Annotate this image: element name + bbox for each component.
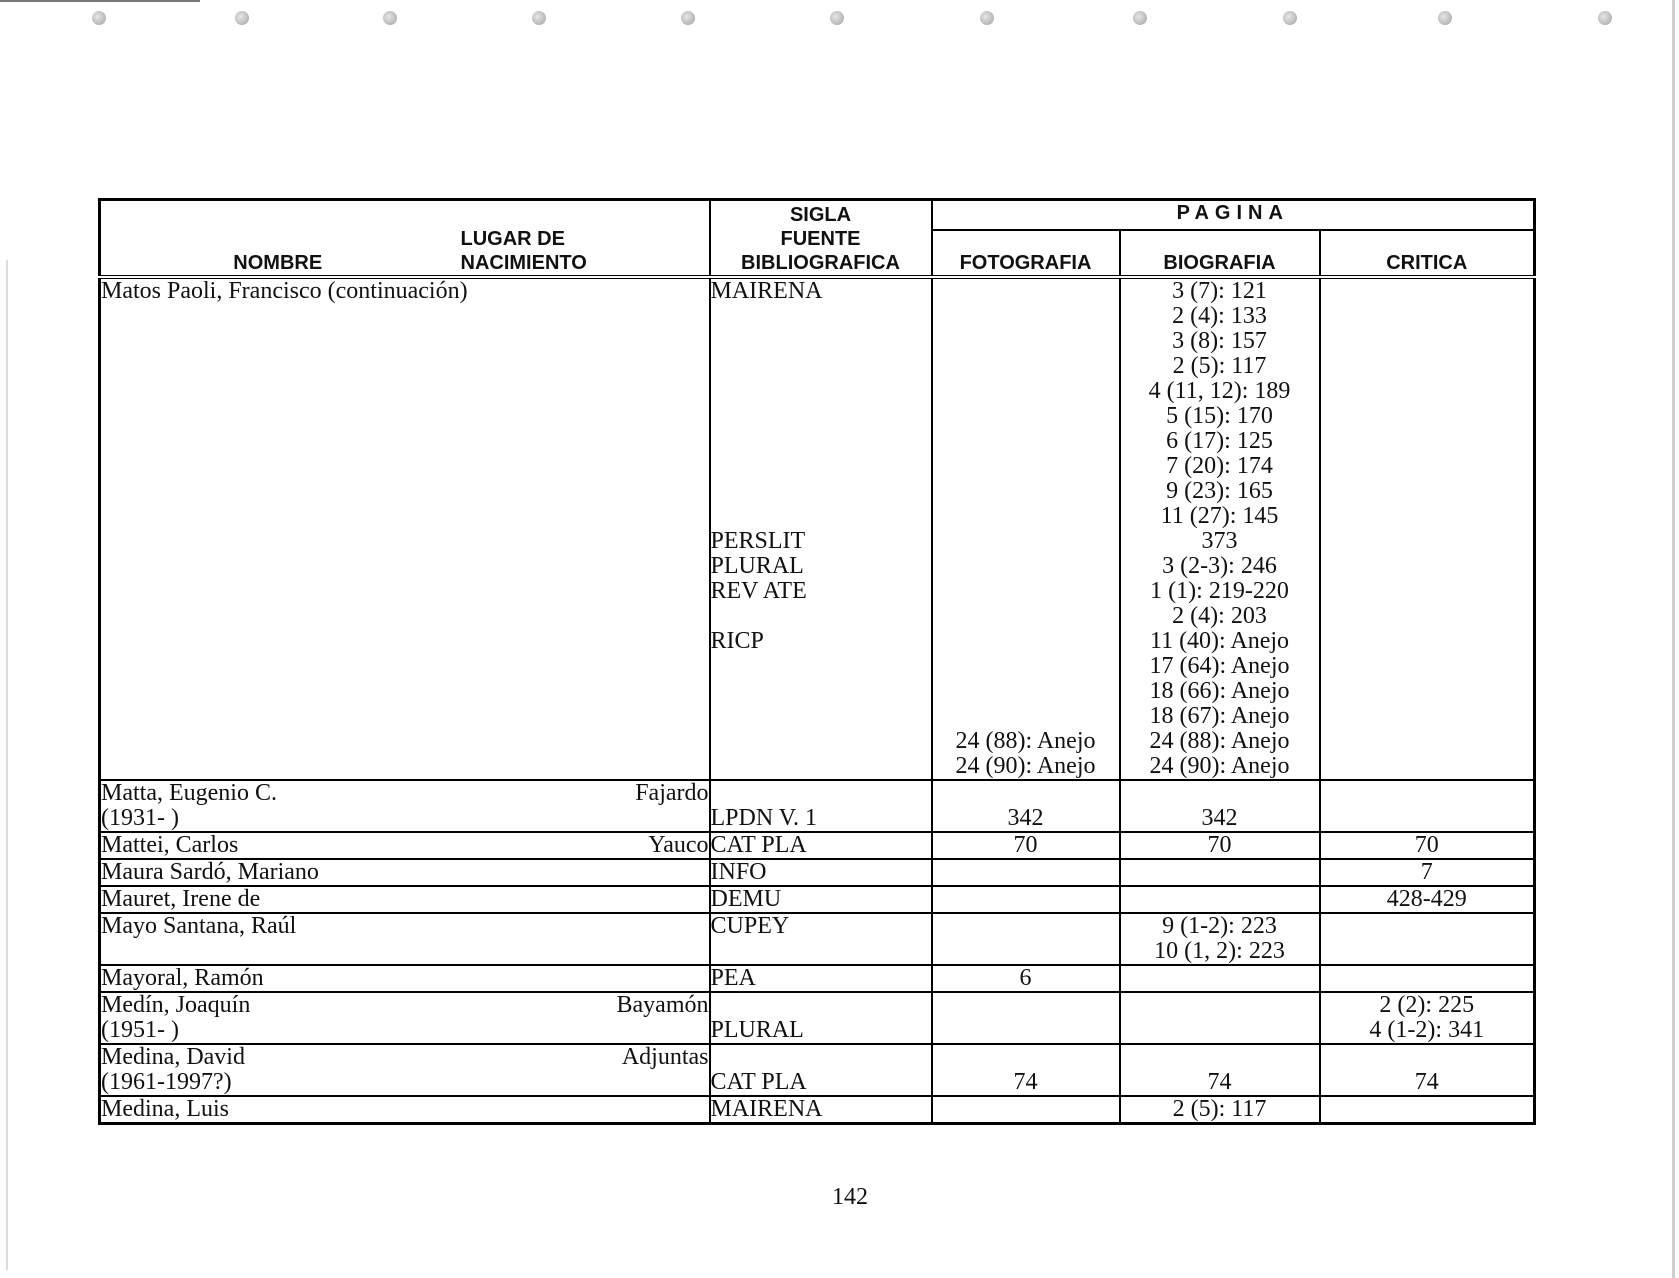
cell-nombre-line: (1961-1997?) [101,1069,232,1095]
cell-sigla-line: CAT PLA [710,1069,807,1095]
cell-sigla-line [711,504,931,529]
cell-sigla-line [711,304,931,329]
cell-biografia-line: 74 [1207,1069,1232,1095]
cell-fotografia-line [933,629,1119,654]
cell-critica-line: 70 [1414,832,1439,858]
table-row [100,277,1535,780]
cell-fotografia [932,277,1120,780]
cell-fotografia-line: 6 [1019,965,1032,991]
cell-fotografia-line [933,454,1119,479]
binder-hole [1283,11,1297,25]
cell-biografia-line: 9 (1-2): 223 [1162,913,1277,939]
cell-biografia-line: 2 (5): 117 [1172,353,1267,379]
table-row [100,965,1535,992]
cell-lugar [455,965,710,992]
binder-hole [383,11,397,25]
page-edge-right [1672,0,1675,1278]
table-row [100,913,1535,965]
cell-lugar [455,859,710,886]
cell-fotografia-line: 24 (88): Anejo [955,728,1096,754]
cell-sigla-line: INFO [710,859,767,885]
cell-biografia-line: 2 (5): 117 [1172,1096,1267,1122]
header-sigla [710,200,932,278]
cell-critica [1320,859,1535,886]
cell-sigla [710,913,932,965]
cell-critica [1320,1044,1535,1096]
cell-fotografia [932,832,1120,859]
binder-hole [980,11,994,25]
cell-sigla-line [711,781,931,806]
cell-fotografia-line [933,404,1119,429]
cell-biografia-line: 24 (88): Anejo [1149,728,1290,754]
cell-sigla-line: CUPEY [710,913,790,939]
cell-sigla [710,832,932,859]
cell-sigla-line: DEMU [710,886,782,912]
table-row [100,1044,1535,1096]
header-fotografia: FOTOGRAFIA [932,230,1120,277]
cell-fotografia [932,913,1120,965]
cell-nombre [100,992,455,1044]
cell-biografia [1120,780,1320,832]
cell-critica [1320,965,1535,992]
cell-critica [1320,1096,1535,1124]
top-rule [0,0,200,2]
cell-critica-line: 7 [1420,859,1433,885]
cell-fotografia-line [933,354,1119,379]
cell-critica-line: 2 (2): 225 [1379,992,1475,1018]
cell-sigla [710,859,932,886]
cell-sigla-line [711,1045,931,1070]
binder-hole [1598,11,1612,25]
cell-nombre [100,832,455,859]
cell-sigla-line [711,429,931,454]
binder-hole [235,11,249,25]
cell-biografia-line: 18 (66): Anejo [1149,678,1290,704]
cell-sigla [710,886,932,913]
cell-biografia-line: 11 (40): Anejo [1149,628,1290,654]
cell-fotografia-line: 70 [1013,832,1038,858]
cell-nombre [100,859,455,886]
cell-biografia-line: 3 (7): 121 [1172,278,1267,304]
cell-biografia-line [1121,781,1319,806]
cell-fotografia [932,1044,1120,1096]
cell-lugar-line: Bayamón [616,992,709,1018]
cell-biografia-line: 1 (1): 219-220 [1150,578,1289,604]
table-row [100,886,1535,913]
cell-nombre-line: (1951- ) [101,1017,179,1043]
cell-fotografia-line: 24 (90): Anejo [955,753,1096,779]
table-header [100,200,1535,278]
cell-fotografia-line [933,329,1119,354]
cell-sigla [710,1044,932,1096]
cell-lugar [455,780,710,832]
binder-hole [92,11,106,25]
cell-critica-line: 74 [1414,1069,1439,1095]
cell-biografia [1120,992,1320,1044]
binder-hole [532,11,546,25]
cell-biografia-line: 70 [1207,832,1232,858]
cell-fotografia-line [933,781,1119,806]
cell-critica [1320,913,1535,965]
cell-lugar-line: Adjuntas [621,1044,709,1070]
cell-fotografia-line [933,554,1119,579]
cell-fotografia [932,1096,1120,1124]
cell-biografia-line: 2 (4): 133 [1172,303,1267,329]
cell-biografia-line: 11 (27): 145 [1160,503,1279,529]
binder-hole [830,11,844,25]
cell-fotografia-line [933,279,1119,304]
cell-lugar [455,277,710,780]
cell-fotografia [932,965,1120,992]
page-number: 142 [832,1184,868,1210]
cell-biografia [1120,913,1320,965]
cell-biografia-line [1121,1045,1319,1070]
cell-biografia-line: 5 (15): 170 [1166,403,1273,429]
cell-sigla-line: LPDN V. 1 [710,805,817,831]
header-nombre: NOMBRE [233,252,323,274]
cell-sigla-line [711,329,931,354]
cell-biografia-line: 9 (23): 165 [1166,478,1273,504]
table-row [100,859,1535,886]
cell-fotografia-line [933,504,1119,529]
cell-fotografia [932,859,1120,886]
cell-nombre-line: Mattei, Carlos [101,832,239,858]
table-row [100,992,1535,1044]
cell-fotografia-line [933,579,1119,604]
cell-nombre [100,965,455,992]
cell-biografia [1120,832,1320,859]
cell-lugar-line: Fajardo [635,780,709,806]
cell-sigla-line: PLURAL [710,553,804,579]
header-lugar [455,200,710,278]
cell-nombre [100,780,455,832]
cell-nombre [100,1096,455,1124]
cell-critica-line [1321,1045,1534,1070]
cell-biografia-line: 18 (67): Anejo [1149,703,1290,729]
cell-sigla-line: PEA [710,965,756,991]
cell-lugar [455,1096,710,1124]
cell-fotografia-line [933,1045,1119,1070]
cell-sigla-line: RICP [710,628,764,654]
cell-lugar [455,992,710,1044]
cell-biografia [1120,886,1320,913]
cell-sigla [710,1096,932,1124]
cell-sigla-line: PLURAL [710,1017,804,1043]
binder-hole [1438,11,1452,25]
cell-critica-line: 428-429 [1386,886,1467,912]
cell-sigla-line [711,404,931,429]
cell-biografia [1120,1096,1320,1124]
cell-fotografia [932,886,1120,913]
cell-sigla-line [711,479,931,504]
cell-critica [1320,832,1535,859]
header-sigla-line-2: FUENTE [780,228,861,250]
cell-biografia-line: 373 [1201,528,1238,554]
cell-nombre-line: Medina, Luis [101,1096,229,1122]
header-lugar-line-2: NACIMIENTO [460,252,587,274]
cell-sigla-line: CAT PLA [710,832,807,858]
cell-nombre [100,913,455,965]
binder-hole [1133,11,1147,25]
cell-nombre-line: Mayoral, Ramón [101,965,264,991]
table-row [100,1096,1535,1124]
cell-critica [1320,992,1535,1044]
cell-fotografia-line [933,479,1119,504]
header-critica: CRITICA [1320,230,1535,277]
cell-sigla-line [711,993,931,1018]
cell-lugar [455,913,710,965]
cell-lugar [455,886,710,913]
cell-biografia [1120,859,1320,886]
cell-nombre-line: Mauret, Irene de [101,886,261,912]
header-sigla-line-3: BIBLIOGRAFICA [741,252,900,274]
cell-nombre-line: Maura Sardó, Mariano [101,859,319,885]
cell-critica [1320,780,1535,832]
cell-nombre-line: Medín, Joaquín [101,992,251,1018]
cell-sigla-line [711,379,931,404]
cell-biografia-line: 3 (2-3): 246 [1162,553,1277,579]
page-edge-left [6,260,8,1270]
cell-sigla-line [711,454,931,479]
cell-fotografia-line: 342 [1007,805,1044,831]
cell-sigla-line: REV ATE [710,578,807,604]
cell-sigla [710,992,932,1044]
header-pagina: PAGINA [932,200,1535,231]
table-body [100,277,1535,1124]
cell-nombre [100,1044,455,1096]
cell-fotografia-line [933,529,1119,554]
binder-hole [681,11,695,25]
cell-biografia-line: 4 (11, 12): 189 [1148,378,1291,404]
cell-fotografia-line [933,654,1119,679]
header-lugar-line-1: LUGAR DE [460,228,565,250]
cell-nombre-line: Medina, David [101,1044,245,1070]
cell-nombre-line: (1931- ) [101,805,179,831]
cell-fotografia [932,992,1120,1044]
cell-fotografia-line [933,704,1119,729]
cell-critica [1320,277,1535,780]
cell-biografia-line: 6 (17): 125 [1166,428,1273,454]
cell-lugar [455,832,710,859]
cell-nombre-line: Mayo Santana, Raúl [101,913,297,939]
header-sigla-line-1: SIGLA [789,204,852,226]
cell-biografia [1120,277,1320,780]
cell-biografia [1120,965,1320,992]
cell-nombre-line: Matta, Eugenio C. [101,780,277,806]
cell-sigla-line [711,604,931,629]
cell-fotografia-line [933,604,1119,629]
table-row [100,832,1535,859]
cell-sigla [710,780,932,832]
cell-lugar [455,1044,710,1096]
cell-fotografia-line: 74 [1013,1069,1038,1095]
cell-sigla-line: PERSLIT [710,528,806,554]
cell-lugar-line: Yauco [648,832,709,858]
cell-critica-line: 4 (1-2): 341 [1369,1017,1485,1043]
cell-sigla-line: MAIRENA [710,1096,823,1122]
cell-fotografia [932,780,1120,832]
cell-sigla [710,965,932,992]
cell-critica [1320,886,1535,913]
bibliography-table [98,198,1536,1125]
cell-biografia [1120,1044,1320,1096]
binder-holes [0,11,1679,33]
cell-biografia-line: 10 (1, 2): 223 [1154,938,1285,964]
cell-fotografia-line [933,304,1119,329]
cell-sigla-line: MAIRENA [710,278,823,304]
header-biografia: BIOGRAFIA [1120,230,1320,277]
cell-biografia-line: 17 (64): Anejo [1149,653,1290,679]
cell-biografia-line: 3 (8): 157 [1172,328,1267,354]
cell-nombre-line: Matos Paoli, Francisco (continuación) [101,278,468,304]
cell-nombre [100,277,468,780]
table-row [100,780,1535,832]
cell-fotografia-line [933,679,1119,704]
cell-sigla [710,277,932,780]
cell-sigla-line [711,354,931,379]
cell-biografia-line: 342 [1201,805,1238,831]
cell-biografia-line: 24 (90): Anejo [1149,753,1290,779]
cell-biografia-line: 2 (4): 203 [1172,603,1267,629]
cell-biografia-line: 7 (20): 174 [1166,453,1273,479]
cell-fotografia-line [933,379,1119,404]
cell-nombre [100,886,455,913]
cell-fotografia-line [933,429,1119,454]
